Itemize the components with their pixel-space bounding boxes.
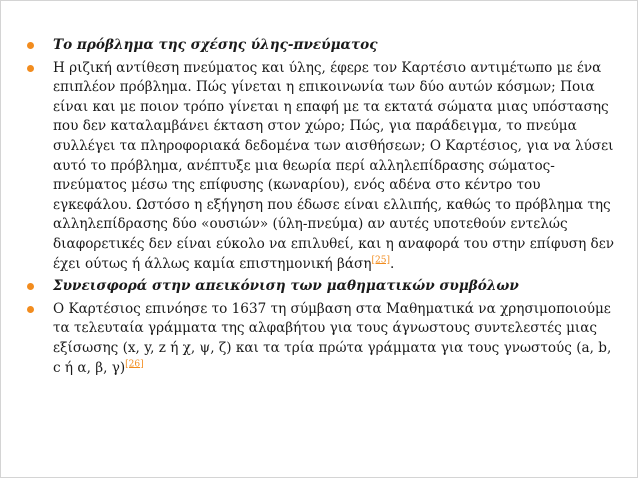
bullet-heading-math-symbols [23,277,621,297]
reference-link-26[interactable]: [26] [125,358,144,369]
paragraph-mind-matter: Η ριζική αντίθεση πνεύματος και ύλης, έφερε τον Καρτέσιο αντιμέτωπο με ένα επιπλέον πρόβλημα. Πώς γίνεται η επικοινωνία των δύο αυτών κόσμων; Ποια είναι και με ποιον τρόπο γίνεται η επαφή με τα εκτατά σώματα μιας υπόστασης που δεν καταλαμβάνει έκταση στον χώρο; Πώς, για παράδειγμα, το πνεύμα συλλέγει τα πληροφοριακά δεδομένα των αισθήσεων; Ο Καρτέσιος, για να λύσει αυτό το πρόβλημα, ανέπτυξε μια θεωρία περί αλληλεπίδρασης σώματος-πνεύματος μέσω της επίφυσης (κωναρίου), ενός αδένα στο κέντρο του εγκεφάλου. Ωστόσο η εξήγηση που έδωσε είναι ελλιπής, καθώς το πρόβλημα της αλληλεπίδρασης δύο «ουσιών» (ύλη-πνεύμα) αν αυτές υποτεθούν εντελώς διαφορετικές δεν είναι εύκολο να επιλυθεί, και η αναφορά του στην επίφυση δεν έχει ούτως ή άλλως καμία επιστημονική βάση [53,59,615,272]
bullet-paragraph-math-symbols [23,300,621,378]
bullet-dot-icon [27,283,34,290]
slide-content [23,36,621,381]
heading-math-symbols: Συνεισφορά στην απεικόνιση των μαθηματικών συμβόλων [53,278,519,295]
bullet-paragraph-mind-matter [23,59,621,275]
paragraph-math-symbols: Ο Καρτέσιος επινόησε το 1637 τη σύμβαση στα Μαθηματικά να χρησιμοποιούμε τα τελευταία γράμματα της αλφαβήτου για τους άγνωστους συντελεστές μιας εξίσωσης (x, y, z ή χ, ψ, ζ) και τα τρία πρώτα γράμματα για τους γνωστούς (a, b, c ή α, β, γ) [53,300,612,376]
heading-mind-matter-problem: Το πρόβλημα της σχέσης ύλης-πνεύματος [53,37,378,53]
reference-link-25[interactable]: [25] [371,255,390,265]
bullet-dot-icon [27,42,34,49]
bullet-dot-icon [27,306,34,313]
bullet-heading-mind-matter [23,36,621,56]
bullet-dot-icon [27,65,34,72]
paragraph-tail: . [389,255,395,272]
